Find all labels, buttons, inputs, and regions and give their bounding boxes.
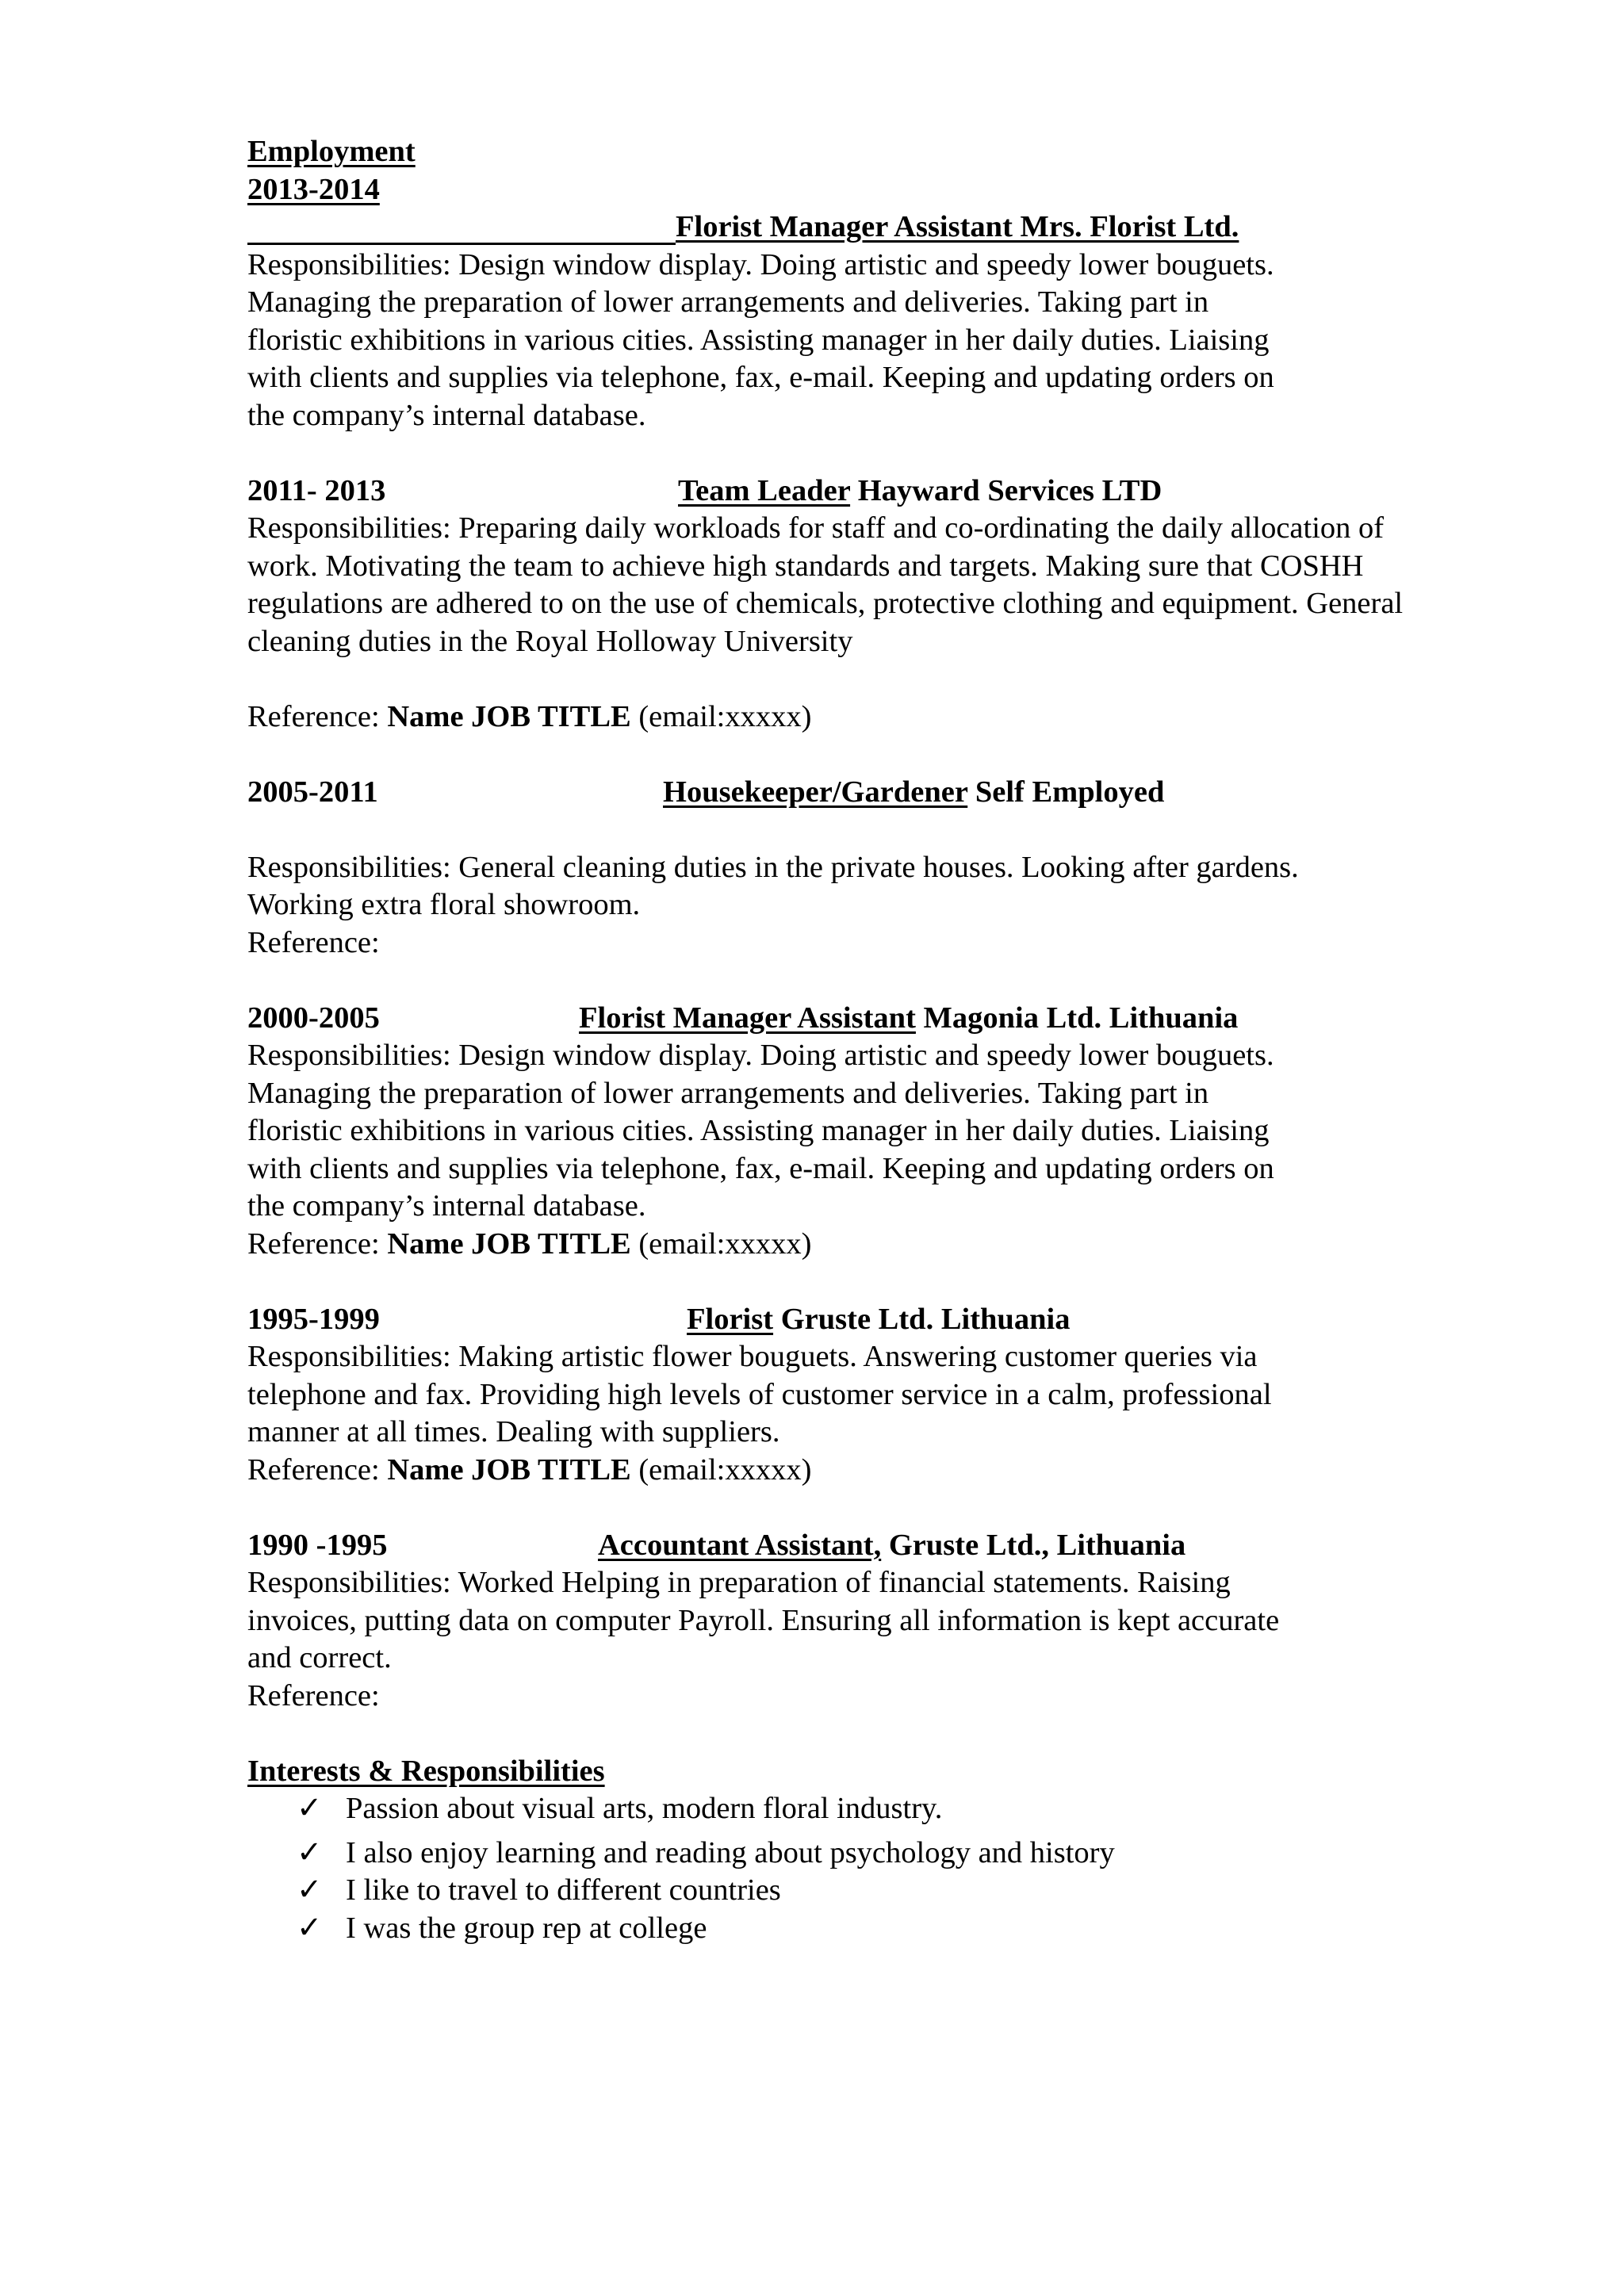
job-3-reference: Reference: — [247, 925, 380, 959]
reference-label: Reference: — [247, 1452, 388, 1487]
job-5-years: 1995-1999 — [247, 1302, 380, 1336]
checkmark-icon: ✓ — [297, 1911, 323, 1945]
job-4-role: Florist Manager Assistant — [579, 1001, 916, 1035]
interest-text: Passion about visual arts, modern floral industry. — [346, 1792, 943, 1825]
job-6-reference: Reference: — [247, 1678, 380, 1712]
job-2-title — [678, 473, 1162, 511]
job-2-line: cleaning duties in the Royal Holloway University — [247, 624, 853, 658]
job-3-header — [247, 774, 1516, 812]
job-4-line: the company’s internal database. — [247, 1189, 646, 1223]
job-4-employer: Magonia Ltd. Lithuania — [915, 1001, 1239, 1035]
job-6-employer: Gruste Ltd., Lithuania — [881, 1528, 1186, 1562]
job-2-line: Responsibilities: Preparing daily workloads for staff and co-ordinating the daily allocation of — [247, 511, 1385, 545]
list-item — [247, 1872, 1516, 1910]
job-2-employer: Hayward Services LTD — [850, 473, 1162, 507]
job-2-role: Team Leader — [678, 473, 851, 507]
job-5-line: telephone and fax. Providing high levels of customer service in a calm, professional — [247, 1377, 1272, 1411]
checkmark-icon: ✓ — [297, 1792, 323, 1825]
list-item — [247, 1835, 1516, 1873]
job-1-header — [247, 209, 1516, 247]
interests-list — [247, 1790, 1516, 1947]
job-3-line: Responsibilities: General cleaning duties in the private houses. Looking after gardens. — [247, 850, 1299, 884]
job-4-reference — [247, 1226, 1516, 1264]
job-4-header — [247, 1000, 1516, 1038]
list-item — [247, 1910, 1516, 1948]
job-5-line: manner at all times. Dealing with suppliers. — [247, 1415, 780, 1448]
job-6-title — [598, 1527, 1185, 1565]
job-1-title: Florist Manager Assistant Mrs. Florist Ltd. — [676, 210, 1239, 243]
job-4-line: with clients and supplies via telephone, fax, e-mail. Keeping and updating orders on — [247, 1151, 1274, 1185]
job-6-line: Responsibilities: Worked Helping in preparation of financial statements. Raising — [247, 1566, 1231, 1599]
job-5-employer: Gruste Ltd. Lithuania — [773, 1302, 1071, 1336]
job-5-reference — [247, 1452, 1516, 1490]
reference-email: (email:xxxxx) — [630, 699, 812, 733]
interest-text: I also enjoy learning and reading about psychology and history — [346, 1835, 1115, 1869]
job-6-role: Accountant Assistant, — [598, 1528, 882, 1562]
job-4-line: Managing the preparation of lower arrangements and deliveries. Taking part in — [247, 1076, 1209, 1110]
job-1-line: floristic exhibitions in various cities. Assisting manager in her daily duties. Liaising — [247, 323, 1270, 357]
job-3-line: Working extra floral showroom. — [247, 888, 641, 921]
job-5-header — [247, 1301, 1516, 1339]
job-5-role: Florist — [687, 1302, 774, 1336]
job-6-header — [247, 1527, 1516, 1565]
reference-name: Name JOB TITLE — [387, 699, 631, 733]
job-3-title — [663, 774, 1164, 812]
header-rule — [247, 243, 676, 245]
job-6-line: and correct. — [247, 1641, 392, 1674]
checkmark-icon: ✓ — [297, 1873, 323, 1907]
job-6-years: 1990 -1995 — [247, 1528, 388, 1562]
reference-name: Name JOB TITLE — [387, 1226, 631, 1261]
job-2-reference — [247, 698, 1516, 737]
interest-text: I like to travel to different countries — [346, 1873, 781, 1907]
job-2-line: regulations are adhered to on the use of chemicals, protective clothing and equipment. General — [247, 587, 1404, 620]
job-4-line: floristic exhibitions in various cities. Assisting manager in her daily duties. Liaising — [247, 1114, 1270, 1147]
resume-page — [247, 133, 1516, 1947]
job-2-line: work. Motivating the team to achieve high standards and targets. Making sure that COSHH — [247, 549, 1364, 583]
reference-name: Name JOB TITLE — [387, 1452, 631, 1487]
interest-text: I was the group rep at college — [346, 1911, 707, 1945]
job-4-line: Responsibilities: Design window display. Doing artistic and speedy lower bouguets. — [247, 1039, 1274, 1072]
reference-label: Reference: — [247, 699, 388, 733]
employment-heading: Employment — [247, 135, 416, 168]
reference-email: (email:xxxxx) — [630, 1226, 812, 1261]
job-3-years: 2005-2011 — [247, 775, 378, 809]
job-3-employer: Self Employed — [967, 775, 1165, 809]
reference-label: Reference: — [247, 1226, 388, 1261]
job-1-line: the company’s internal database. — [247, 398, 646, 432]
list-item — [247, 1790, 1516, 1828]
checkmark-icon: ✓ — [297, 1835, 323, 1869]
job-2-years: 2011- 2013 — [247, 473, 386, 507]
job-1-line: Responsibilities: Design window display. Doing artistic and speedy lower bouguets. — [247, 247, 1274, 281]
interests-heading: Interests & Responsibilities — [247, 1754, 605, 1788]
job-5-line: Responsibilities: Making artistic flower bouguets. Answering customer queries via — [247, 1340, 1258, 1373]
job-1-line: Managing the preparation of lower arrangements and deliveries. Taking part in — [247, 285, 1209, 319]
job-5-title — [687, 1301, 1070, 1339]
job-1-line: with clients and supplies via telephone, fax, e-mail. Keeping and updating orders on — [247, 361, 1274, 394]
job-4-title — [579, 1000, 1238, 1038]
job-2-header — [247, 473, 1516, 511]
job-6-line: invoices, putting data on computer Payroll. Ensuring all information is kept accurate — [247, 1603, 1280, 1637]
job-3-role: Housekeeper/Gardener — [663, 775, 968, 809]
job-4-years: 2000-2005 — [247, 1001, 380, 1035]
job-1-years: 2013-2014 — [247, 172, 380, 206]
reference-email: (email:xxxxx) — [630, 1452, 812, 1487]
